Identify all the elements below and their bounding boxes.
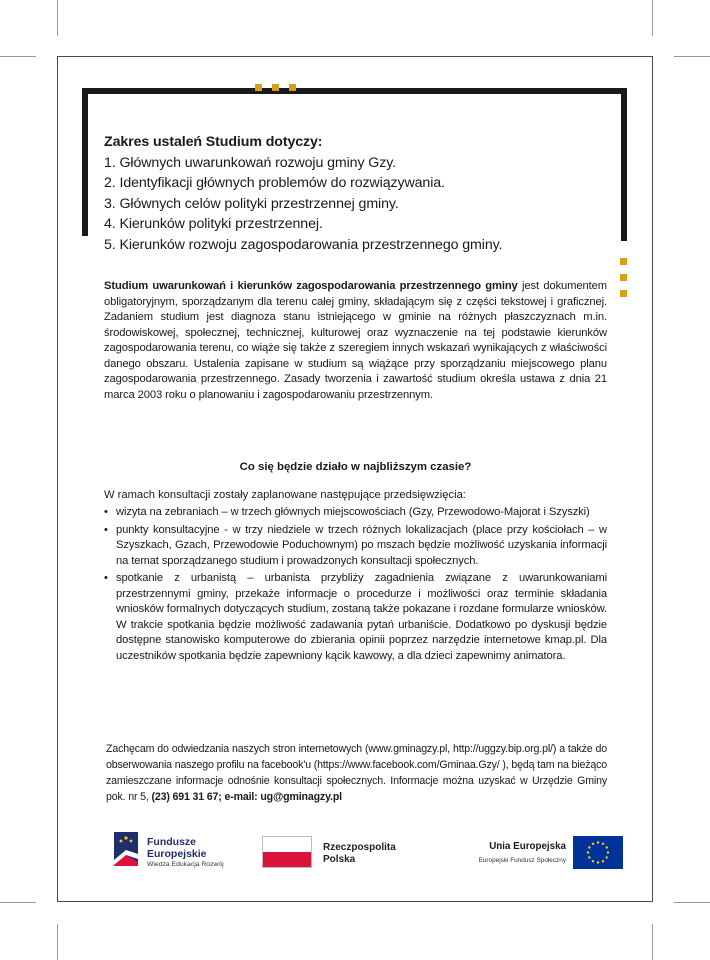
gold-square	[255, 84, 262, 91]
list-item: • spotkanie z urbanistą – urbanista przybliży zagadnienia związane z uwarunkowaniami przestrzennymi gminy, przekaże informacje o procedurze i możliwości oraz terminie składania wniosków formalnych dotyczących studium, zostaną także pokazane i rozdane formularze wniosków. W trakcie spotkania będzie możliwość zadawania pytań urbaniście. Dodatkowo po dyskusji będzie dostępne stanowisko komputerowe do zbierania opinii poprzez narzędzie internetowe kmap.pl. Dla uczestników spotkania będzie zapewniony kącik kawowy, a dla dzieci zapewnimy animatora.	[104, 571, 607, 664]
scope-section	[104, 132, 624, 256]
gold-square	[289, 84, 296, 91]
pl-name	[323, 842, 396, 865]
study-text: jest dokumentem obligatoryjnym, sporządzanym dla terenu całej gminy, składającym się z części tekstowej i graficznej. Zadaniem studium jest diagnoza stanu istniejącego w gminie na różnych płaszczyznach m.in. środowiskowej, społecznej, technicznej, kulturowej oraz wyznaczenie na tej podstawie kierunków zagospodarowania terenu, co wiąże się także z szeregiem innych wskazań wynikających z właściwości danego obszaru. Ustalenia zapisane w studium są wiążące przy sporządzaniu miejscowego planu zagospodarowania przestrzennego. Zasady tworzenia i zawartość studium określa ustawa z dnia 21 marca 2003 roku o planowaniu i zagospodarowaniu przestrzennym.	[104, 280, 607, 401]
gold-square	[272, 84, 279, 91]
pl-line2: Polska	[323, 853, 356, 865]
crop-mark	[652, 0, 653, 36]
contact-info: (23) 691 31 67; e-mail: ug@gminagzy.pl	[151, 791, 342, 803]
pl-line1: Rzeczpospolita	[323, 842, 396, 853]
fe-line2: Europejskie	[147, 848, 207, 860]
footer-text: Zachęcam do odwiedzania naszych stron internetowych (www.gminagzy.pl, http://uggzy.bip.org.pl/) a także do obserwowania naszego profilu na facebook'u (https://www.facebook.com/Gminaa.Gzy/ ), będą tam na bieżąco zamieszczane informacje odnośnie konsultacji społecznych. Informacje można uzyskać w Urzędzie Gminy pok. nr 5,	[106, 743, 607, 803]
list-item: • punkty konsultacyjne - w trzy niedziele w trzech różnych lokalizacjach (place przy kościołach – w Szyszkach, Gzach, Przewodowie Poduchownym) po mszach będzie możliwość uzyskania informacji na temat sporządzanego studium i prowadzonych konsultacji społecznych.	[104, 523, 607, 570]
scope-item: 5. Kierunków rozwoju zagospodarowania przestrzennego gminy.	[104, 236, 503, 253]
gold-square	[620, 258, 627, 265]
footer-paragraph	[106, 741, 607, 805]
upcoming-title: Co się będzie działo w najbliższym czasie?	[239, 461, 472, 473]
fe-subtitle: Wiedza Edukacja Rozwój	[147, 861, 224, 868]
upcoming-list	[104, 505, 607, 666]
gold-square	[620, 290, 627, 297]
fundusze-europejskie-mark-icon	[114, 832, 138, 866]
eu-subtitle: Europejski Fundusz Społeczny	[478, 857, 566, 864]
crop-mark	[0, 902, 36, 903]
study-paragraph	[104, 279, 607, 403]
upcoming-intro: W ramach konsultacji zostały zaplanowane następujące przedsięwzięcia:	[104, 489, 466, 501]
crop-mark	[652, 924, 653, 960]
frame-left-bar	[82, 88, 88, 236]
scope-item: 4. Kierunków polityki przestrzennej.	[104, 216, 323, 233]
eu-flag-icon	[573, 836, 623, 869]
fe-line1: Fundusze	[147, 836, 196, 848]
crop-mark	[0, 56, 36, 57]
crop-mark	[674, 56, 710, 57]
polish-flag-icon	[262, 836, 312, 868]
study-bold-lead: Studium uwarunkowań i kierunków zagospodarowania przestrzennego gminy	[104, 280, 518, 292]
scope-heading: Zakres ustaleń Studium dotyczy:	[104, 134, 323, 150]
scope-item: 1. Głównych uwarunkowań rozwoju gminy Gzy.	[104, 154, 397, 171]
crop-mark	[674, 902, 710, 903]
eu-name: Unia Europejska	[489, 841, 566, 852]
frame-top-bar	[82, 88, 627, 94]
crop-mark	[57, 924, 58, 960]
fe-name	[147, 836, 207, 860]
scope-item: 2. Identyfikacji głównych problemów do rozwiązywania.	[104, 175, 445, 192]
gold-square	[620, 274, 627, 281]
list-item: • wizyta na zebraniach – w trzech głównych miejscowościach (Gzy, Przewodowo-Majorat i Szyszki)	[104, 505, 607, 521]
crop-mark	[57, 0, 58, 36]
scope-item: 3. Głównych celów polityki przestrzennej gminy.	[104, 195, 399, 212]
